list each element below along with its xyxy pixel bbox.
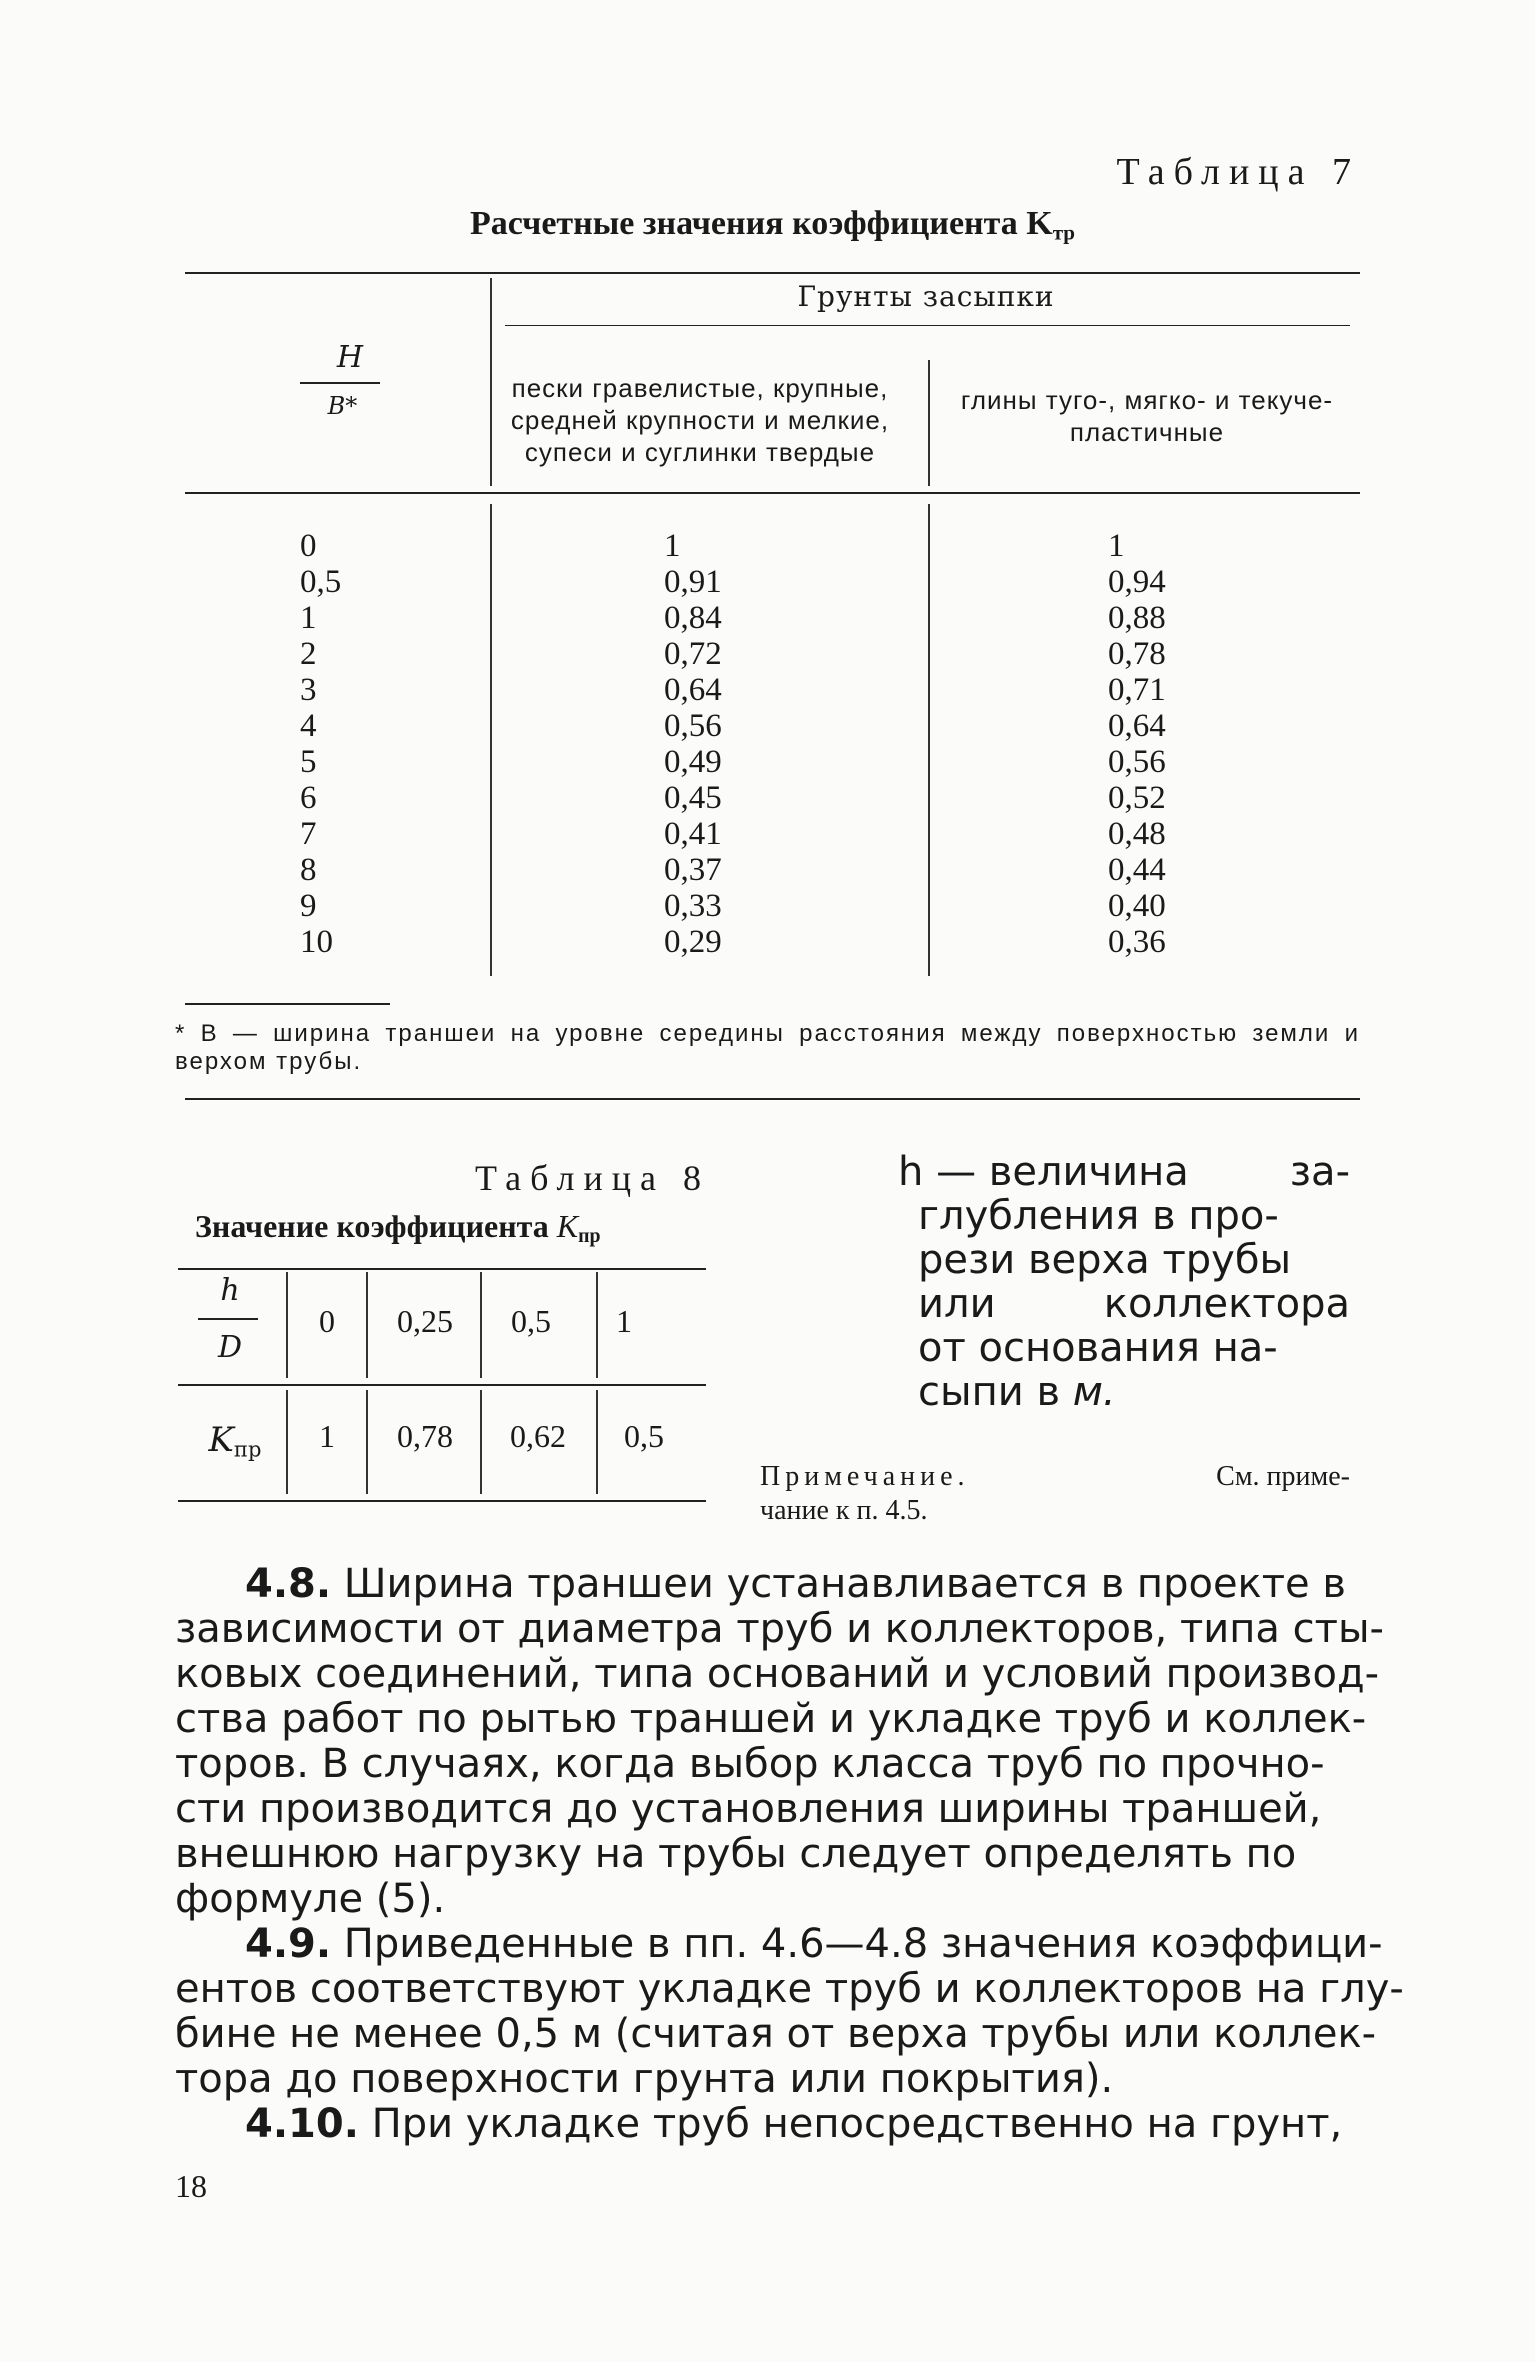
table-cell: 0,5 <box>511 1303 551 1339</box>
table-cell: 0,36 <box>1108 924 1166 960</box>
side-definition: h — величина за- глубления в про- рези верха трубы или коллектора от основания на- сыпи в м. <box>898 1149 1350 1415</box>
table-cell: 0,91 <box>664 564 722 600</box>
table8-bottom-rule <box>178 1500 706 1502</box>
table7-fraction-bar <box>300 382 380 384</box>
table8-divider <box>596 1272 598 1378</box>
paragraph-4-8: 4.8. Ширина траншеи устанавливается в проекте в зависимости от диаметра труб и коллекторов, типа сты- ковых соединений, типа оснований и условий производ- ства работ по рытью траншей и укладке труб и коллек- торов. В случаях, когда выбор класса труб по прочно- сти производится до установления ширины траншей, внешнюю нагрузку на трубы следует определять по формуле (5). <box>175 1561 1384 1922</box>
table-cell: 5 <box>300 744 317 780</box>
table-cell: 0,88 <box>1108 600 1166 636</box>
table-cell: 0,56 <box>664 708 722 744</box>
table-cell: 0,44 <box>1108 852 1166 888</box>
table-cell: 0,5 <box>624 1418 664 1454</box>
table7-bottom-rule <box>185 1098 1360 1100</box>
table7-col0-numerator: H <box>336 340 364 375</box>
side-note: Примечание. См. приме- чание к п. 4.5. <box>760 1461 1350 1526</box>
table8-title: Значение коэффициента $K_{пр}$ <box>195 1208 601 1247</box>
table8-divider <box>286 1272 288 1378</box>
table7-col0-denominator: B* <box>327 392 358 420</box>
table8-divider <box>366 1272 368 1378</box>
table8-fraction-bar <box>198 1318 258 1320</box>
table7-subheader-clays: глины туго-, мягко- и текуче- пластичные <box>960 385 1334 447</box>
table8-divider <box>480 1390 482 1494</box>
table8-divider <box>480 1272 482 1378</box>
table7-header-rule <box>185 492 1360 494</box>
table7-group-rule <box>505 325 1350 326</box>
table7-footnote: * B — ширина траншеи на уровне середины расстояния между поверхностью земли и верхом трубы. <box>175 1020 1360 1075</box>
table8-label: Таблица 8 <box>475 1158 710 1198</box>
table-cell: 0,48 <box>1108 816 1166 852</box>
table7-subheader-sands: пески гравелистые, крупные, средней крупности и мелкие, супеси и суглинки твердые <box>510 373 890 467</box>
table-cell: 0,64 <box>664 672 722 708</box>
table8-ratio-numerator: h <box>220 1273 240 1308</box>
table-cell: 0,84 <box>664 600 722 636</box>
table7-title: Расчетные значения коэффициента $K_{тр}$ <box>469 205 1076 245</box>
table-cell: 1 <box>664 528 681 564</box>
table-cell: 3 <box>300 672 317 708</box>
table7-footnote-rule <box>185 1003 390 1005</box>
table-cell: 0,72 <box>664 636 722 672</box>
table-cell: 0,45 <box>664 780 722 816</box>
table8-middle-rule <box>178 1384 706 1386</box>
table-cell: 7 <box>300 816 317 852</box>
table-cell: 0 <box>300 528 317 564</box>
table-cell: 0,49 <box>664 744 722 780</box>
table-cell: 0,62 <box>510 1418 566 1454</box>
table-cell: 0,40 <box>1108 888 1166 924</box>
table8-ratio-denominator: D <box>217 1330 243 1365</box>
table-cell: 1 <box>319 1418 335 1454</box>
table7-column-ratio <box>300 528 420 960</box>
table-cell: 0,78 <box>397 1418 453 1454</box>
table-cell: 0,56 <box>1108 744 1166 780</box>
table-cell: 9 <box>300 888 317 924</box>
table7-body-divider-1 <box>490 504 492 976</box>
table-cell: 0,37 <box>664 852 722 888</box>
page-number: 18 <box>175 2168 207 2204</box>
table-cell: 10 <box>300 924 333 960</box>
table7-label: Таблица 7 <box>1116 151 1360 193</box>
table8-divider <box>596 1390 598 1494</box>
table8-divider <box>366 1390 368 1494</box>
table-cell: 4 <box>300 708 317 744</box>
table-cell: 1 <box>616 1303 632 1339</box>
table-cell: 0,71 <box>1108 672 1166 708</box>
table-cell: 0,64 <box>1108 708 1166 744</box>
table7-column-sands <box>664 528 784 960</box>
table7-column-clays <box>1108 528 1228 960</box>
table-cell: 0,52 <box>1108 780 1166 816</box>
table-cell: 8 <box>300 852 317 888</box>
table8-divider <box>286 1390 288 1494</box>
table-cell: 0,29 <box>664 924 722 960</box>
table8-top-rule <box>178 1268 706 1270</box>
table8-k-label: $K_{пр}$ <box>208 1420 262 1462</box>
table-cell: 0,5 <box>300 564 342 600</box>
table-cell: 0,78 <box>1108 636 1166 672</box>
table-cell: 0,41 <box>664 816 722 852</box>
table-cell: 0,25 <box>397 1303 453 1339</box>
table-cell: 0,94 <box>1108 564 1166 600</box>
table-cell: 2 <box>300 636 317 672</box>
table7-top-rule <box>185 272 1360 274</box>
table7-body-divider-2 <box>928 504 930 976</box>
table-cell: 0 <box>319 1303 335 1339</box>
paragraph-4-10: 4.10. При укладке труб непосредственно на грунт, <box>245 2101 1343 2147</box>
paragraph-4-9: 4.9. Приведенные в пп. 4.6—4.8 значения коэффици- ентов соответствуют укладке труб и коллекторов на глу- бине не менее 0,5 м (считая от верха трубы или коллек- тора до поверхности грунта или покрытия). <box>175 1921 1404 2102</box>
table-cell: 0,33 <box>664 888 722 924</box>
table-cell: 1 <box>300 600 317 636</box>
table-cell: 6 <box>300 780 317 816</box>
table-cell: 1 <box>1108 528 1125 564</box>
table7-group-header: Грунты засыпки <box>797 280 1055 313</box>
